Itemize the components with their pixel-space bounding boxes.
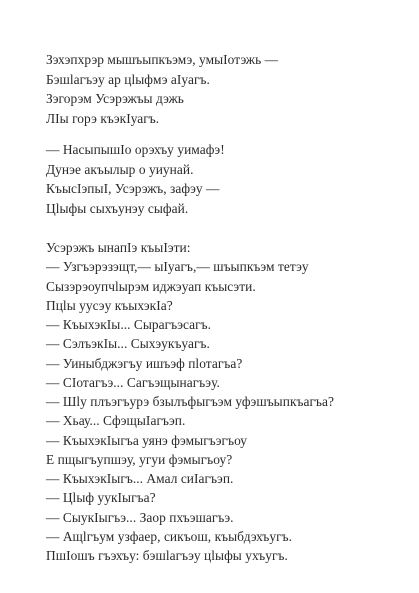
stanza-1 [46, 50, 278, 128]
text-line: — КъыхэкIыгъа уянэ фэмыгъэгъоу [46, 432, 248, 448]
text-line: ПшIошъ гъэхъу: бэшlагъэу цlыфы ухъугъ. [46, 548, 288, 563]
text-line: — Цlыф уукIыгъа? [46, 490, 156, 506]
text-line: — СэлъэкIы... Сыхэукъуагъ. [46, 336, 210, 352]
text-line: Сызэрэоупчlырэм иджэуап къысэти. [46, 278, 256, 294]
text-line: — КъыхэкIыгъ... Амал сиIагъэп. [46, 471, 234, 486]
stanza-2 [46, 140, 225, 218]
text-line: — Уиныбджэгъу ишъэф пlотагъа? [46, 355, 243, 371]
stanza-3 [46, 238, 334, 565]
text-line: Зэхэпхрэр мышъыпкъэмэ, умыIотэжь — [46, 52, 279, 67]
text-line: — Узгъэрэзэщт,— ыIуагъ,— шъыпкъэм тетэу [46, 259, 309, 275]
text-line: — НасыпышIо орэхъу уимафэ! [46, 142, 225, 157]
text-line: Усэрэжъ ынапIэ къыIэти: [46, 240, 191, 255]
text-line: Пцlы уусэу къыхэкIа? [46, 297, 173, 313]
text-line: — СыукIыгъэ... Заор пхъэшагъэ. [46, 509, 234, 525]
text-line: КъысIэпыI, Усэрэжъ, зафэу — [46, 181, 220, 197]
text-line: Дунэе акъылыр о уиунай. [46, 161, 194, 177]
text-line: Зэгорэм Усэрэжъы дэжь [46, 91, 184, 107]
text-line: — Шlу плъэгъурэ бзылъфыгъэм уфэшъыпкъагъа? [46, 394, 334, 409]
text-line: Бэшlагъэу ар цlыфмэ аIуагъ. [46, 71, 210, 87]
text-line: — СIотагъэ... Сагъэщынагъэу. [46, 374, 220, 390]
text-line: — Хьау... СфэщыIагъэп. [46, 413, 186, 429]
text-line: — Ащlгъум узфаер, сикъош, къыбдэхъугъ. [46, 528, 293, 544]
text-line: — КъыхэкIы... Сырагъэсагъ. [46, 317, 212, 332]
text-line: Цlыфы сыхъунэу сыфай. [46, 200, 189, 216]
text-line: ЛIы горэ къэкIуагъ. [46, 110, 160, 126]
text-line: Е пщыгъупшэу, угуи фэмыгъоу? [46, 451, 233, 467]
